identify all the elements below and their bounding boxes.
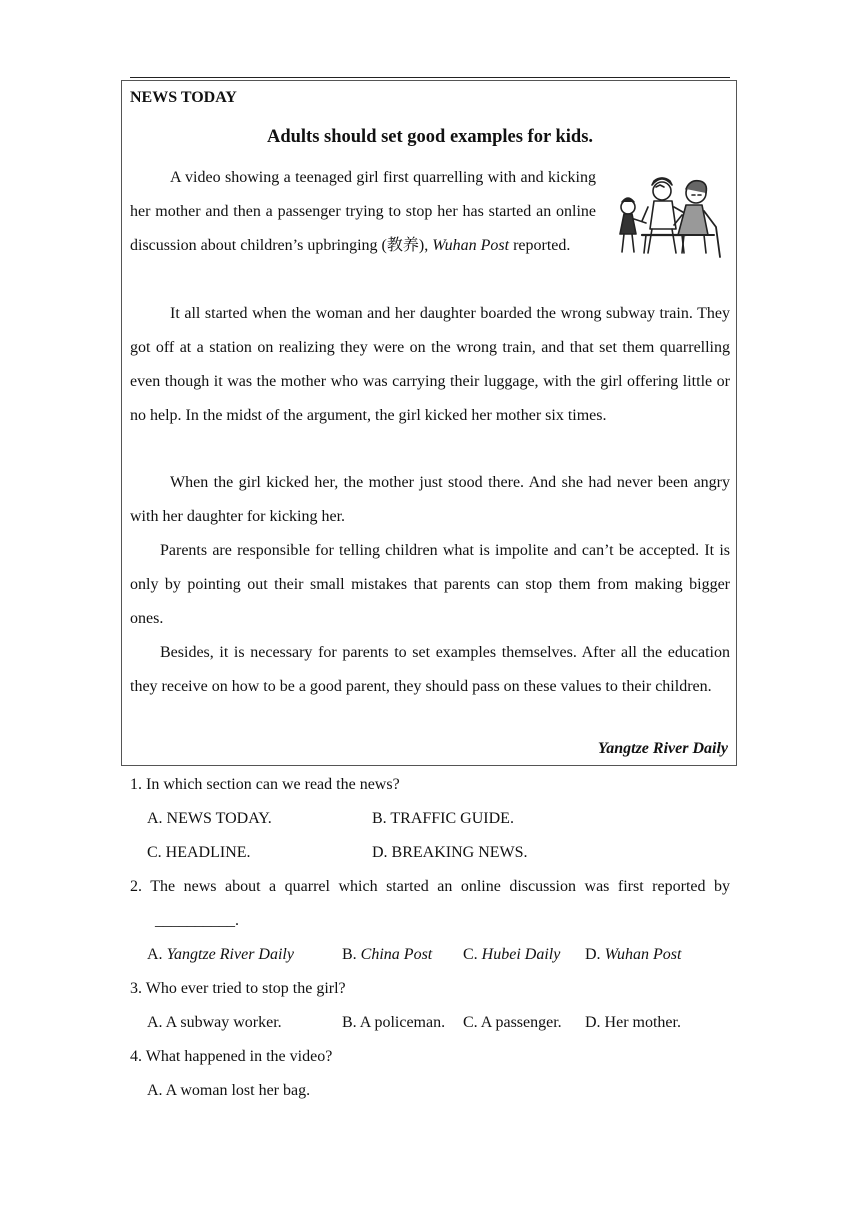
question-2-stem: 2. The news about a quarrel which started an online discussion was first reported by [130,878,730,895]
question-1-option-b: B. TRAFFIC GUIDE. [372,810,514,827]
question-3-option-b: B. A policeman. [342,1014,446,1031]
paper-name: Wuhan Post [432,237,510,254]
paragraph-4: Parents are responsible for telling children what is impolite and can’t be accepted. It is only by pointing out their small mistakes that parents can stop them from making bigger ones. [130,542,730,627]
paragraph-1-text-a: A video showing a teenaged girl first quarrelling with and kicking her mother and then a passenger trying to stop her has started an online discussion about children’s upbringing (教养), [130,169,596,254]
option-b-letter: B. [342,946,361,963]
paragraph-1 [130,161,596,263]
question-1-option-a: A. NEWS TODAY. [147,810,272,827]
paragraph-3: When the girl kicked her, the mother just stood there. And she had never been angry with her daughter for kicking her. [130,474,730,525]
question-2-blank: __________. [155,912,239,929]
question-4-option-a: A. A woman lost her bag. [147,1082,311,1099]
question-1-option-c: C. HEADLINE. [147,844,251,861]
top-rule [130,77,730,78]
option-b-text: China Post [360,946,433,963]
question-1-stem: 1. In which section can we read the news? [130,776,400,793]
option-c-letter: C. [463,946,482,963]
family-illustration [612,171,730,261]
option-c-text: Hubei Daily [481,946,561,963]
headline: Adults should set good examples for kids. [266,127,594,147]
paragraph-5: Besides, it is necessary for parents to set examples themselves. After all the education they receive on how to be a good parent, they should pass on these values to their children. [130,644,730,695]
news-source: Yangtze River Daily [597,740,728,757]
question-4-stem: 4. What happened in the video? [130,1048,333,1065]
question-2-option-d [585,946,681,964]
option-a-text: Yangtze River Daily [166,946,294,963]
question-1-option-d: D. BREAKING NEWS. [372,844,528,861]
section-label: NEWS TODAY [130,89,237,106]
question-3-stem: 3. Who ever tried to stop the girl? [130,980,346,997]
option-d-text: Wuhan Post [604,946,682,963]
option-a-letter: A. [147,946,167,963]
option-d-letter: D. [585,946,605,963]
question-2-option-c [463,946,560,964]
question-3-option-c: C. A passenger. [463,1014,562,1031]
question-2-option-b [342,946,432,964]
question-2-option-a [147,946,294,964]
news-article-box [121,80,737,766]
question-3-option-a: A. A subway worker. [147,1014,282,1031]
question-3-option-d: D. Her mother. [585,1014,681,1031]
paragraph-1-text-b: reported. [509,237,571,254]
paragraph-2: It all started when the woman and her daughter boarded the wrong subway train. They got off at a station on realizing they were on the wrong train, and that set them quarrelling even though it was the mother who was carrying their luggage, with the girl offering little or no help. In the midst of the argument, the girl kicked her mother six times. [130,305,730,424]
